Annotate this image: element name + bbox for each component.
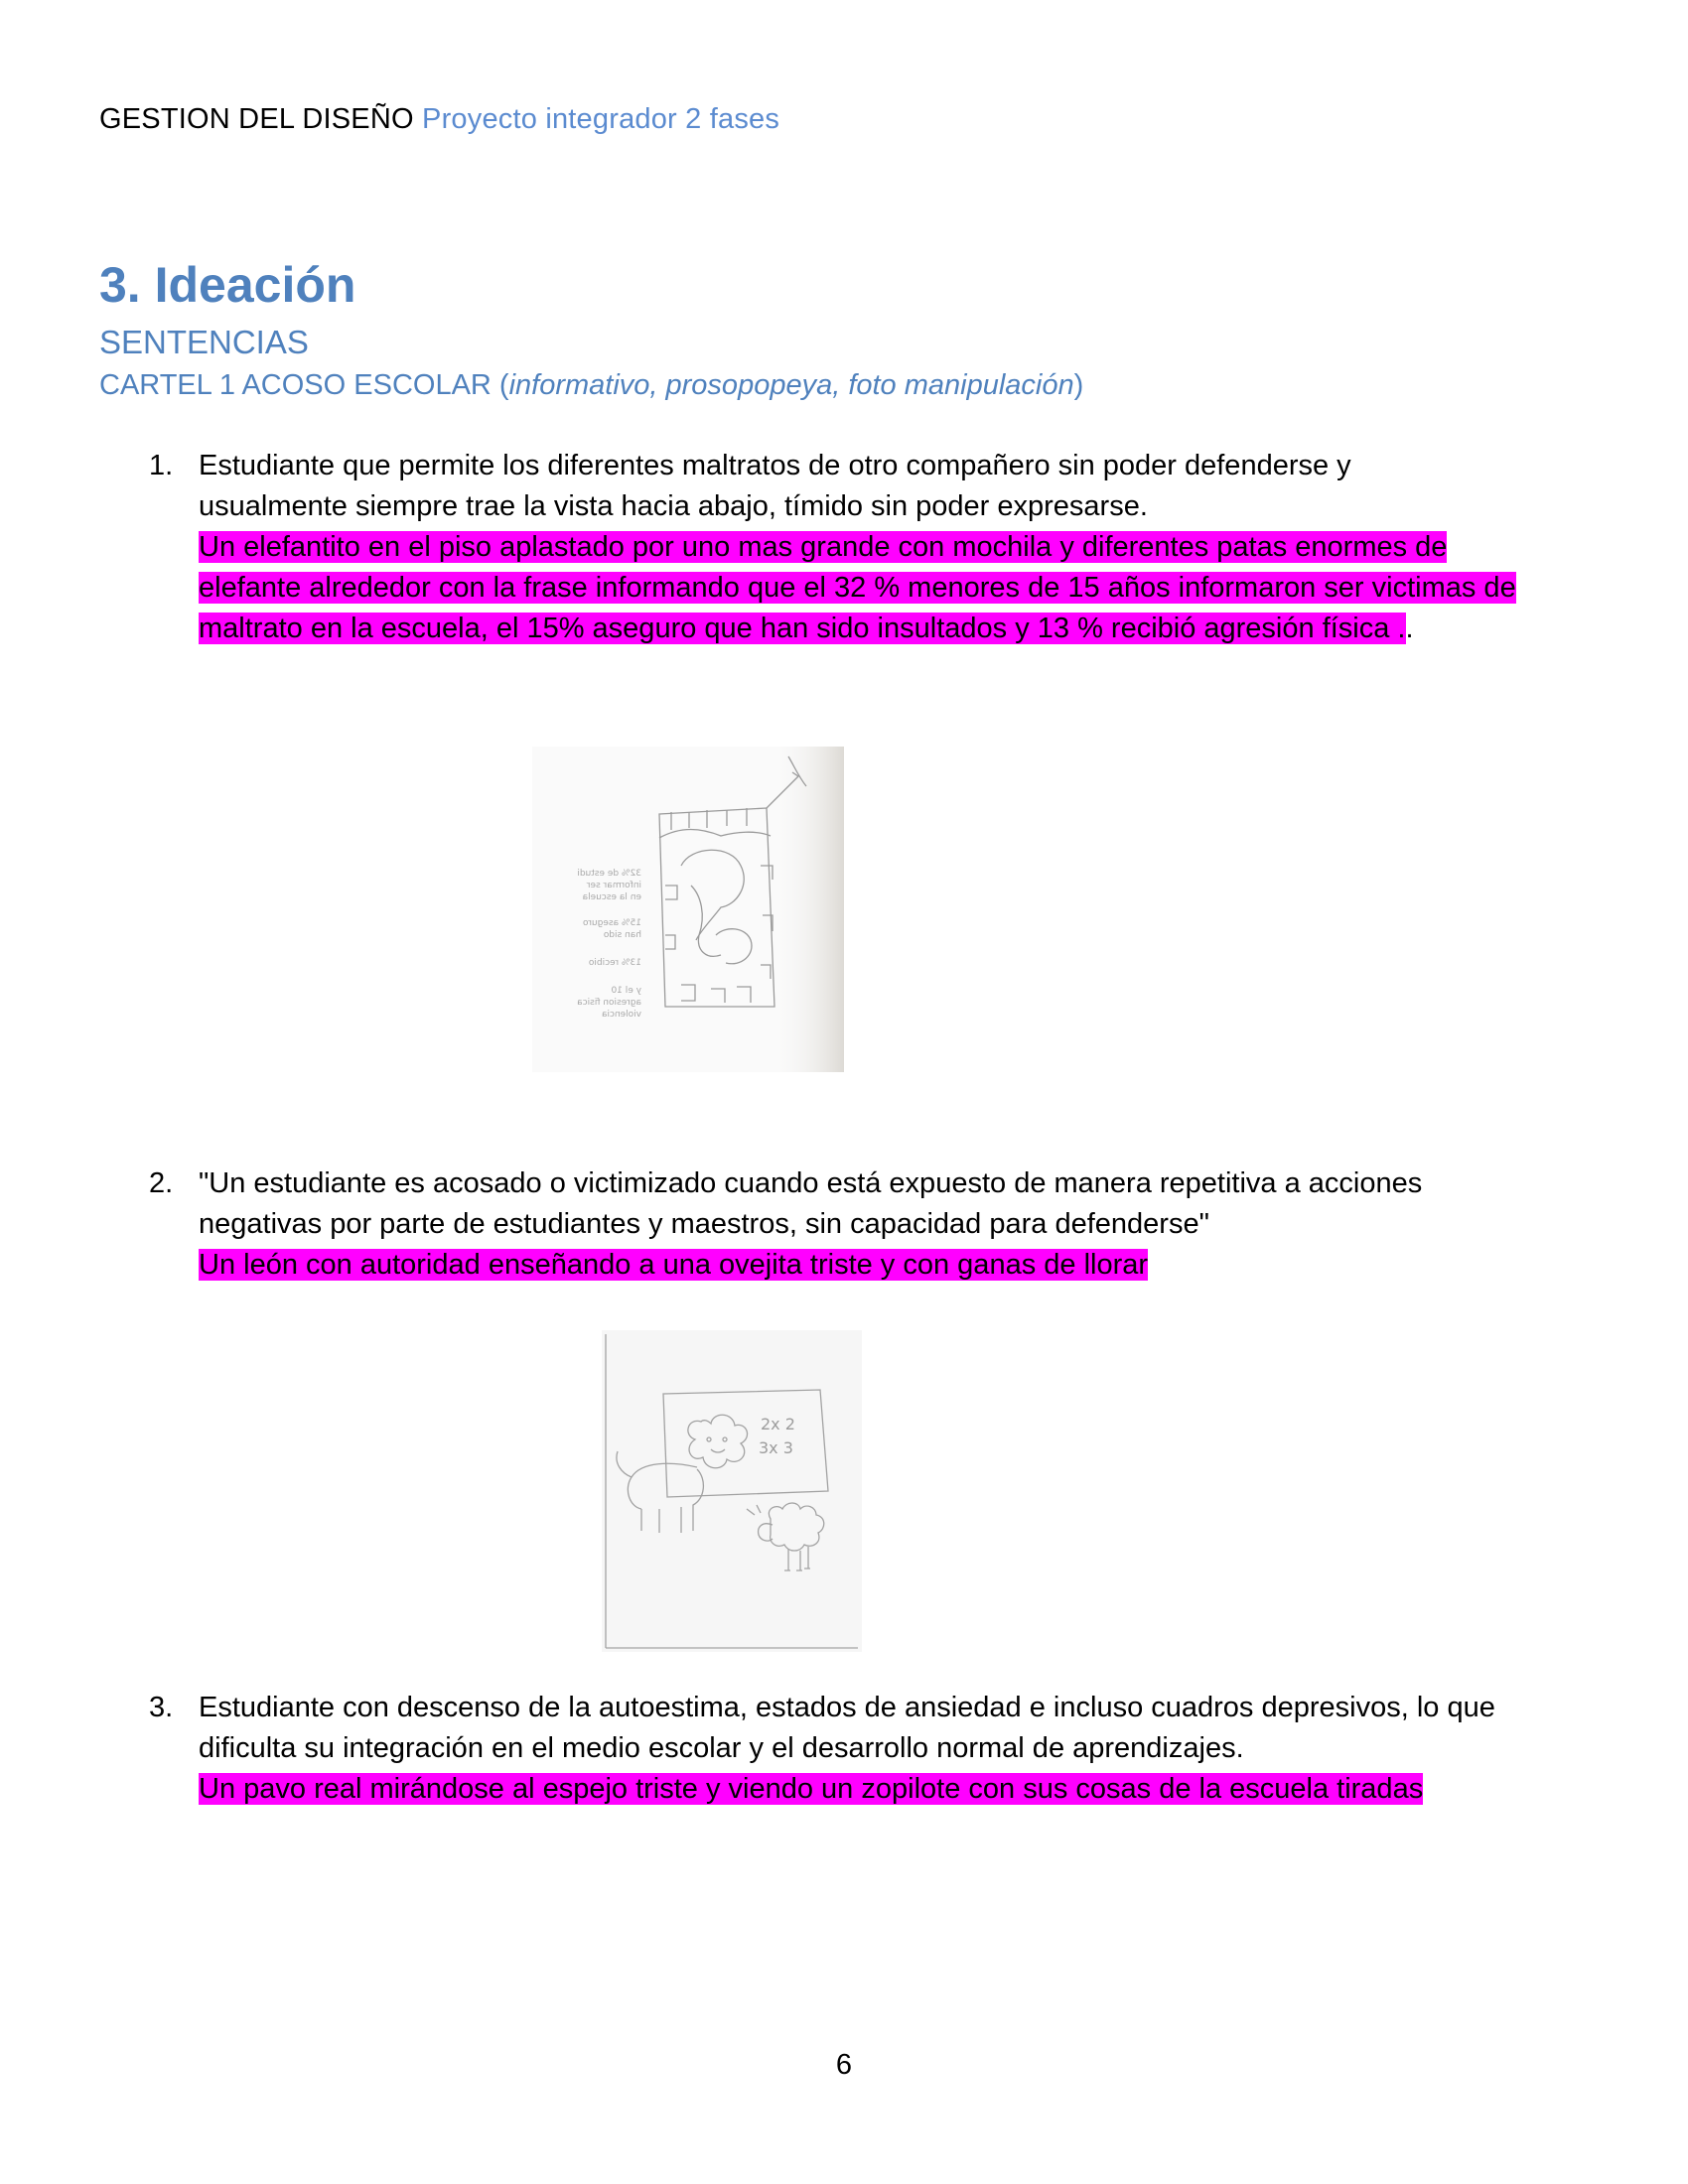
svg-text:han sido: han sido bbox=[603, 930, 641, 940]
svg-text:informar ser: informar ser bbox=[586, 881, 641, 890]
item-number: 3. bbox=[149, 1692, 174, 1723]
svg-text:15% aseguro: 15% aseguro bbox=[582, 918, 641, 928]
item-text: negativas por parte de estudiantes y maestros, sin capacidad para defenderse" bbox=[199, 1208, 1209, 1240]
item-text: Estudiante con descenso de la autoestima, estados de ansiedad e incluso cuadros depresivos, lo que bbox=[199, 1692, 1495, 1723]
page-header bbox=[99, 103, 779, 136]
board-text: 2x 2 bbox=[761, 1415, 795, 1433]
item-number: 1. bbox=[149, 450, 174, 481]
item-text: dificulta su integración en el medio escolar y el desarrollo normal de aprendizajes. bbox=[199, 1732, 1244, 1764]
board-text: 3x 3 bbox=[759, 1438, 793, 1457]
highlighted-idea: Un pavo real mirándose al espejo triste y viendo un zopilote con sus cosas de la escuela tiradas bbox=[199, 1773, 1424, 1805]
lion-sheep-sketch-image bbox=[602, 1330, 862, 1652]
highlighted-idea: elefante alrededor con la frase informando que el 32 % menores de 15 años informaron ser victimas de bbox=[199, 572, 1516, 604]
svg-text:agresion fisica: agresion fisica bbox=[577, 998, 641, 1008]
poster-heading: CARTEL 1 ACOSO ESCOLAR (informativo, prosopopeya, foto manipulación) bbox=[99, 369, 1084, 401]
item-text: usualmente siempre trae la vista hacia abajo, tímido sin poder expresarse. bbox=[199, 490, 1148, 522]
page-number: 6 bbox=[835, 2049, 853, 2081]
section-subtitle: SENTENCIAS bbox=[99, 324, 309, 360]
course-name: GESTION DEL DISEÑO bbox=[99, 103, 414, 135]
highlighted-idea: maltrato en la escuela, el 15% aseguro que han sido insultados y 13 % recibió agresión física . bbox=[199, 613, 1406, 644]
poster-techniques: informativo, prosopopeya, foto manipulación bbox=[508, 369, 1074, 401]
svg-text:y el 10: y el 10 bbox=[611, 986, 641, 996]
highlighted-idea: Un elefantito en el piso aplastado por uno mas grande con mochila y diferentes patas enormes de bbox=[199, 531, 1448, 563]
svg-text:violencia: violencia bbox=[601, 1010, 641, 1020]
document-page: GESTION DEL DISEÑO Proyecto integrador 2 fases 3. Ideación SENTENCIAS CARTEL 1 ACOSO ESCOLAR (informativo, prosopopeya, foto manipulación) 1. Estudiante que permite los diferentes maltratos de otro compañero sin poder defenderse y usualmente siempre trae la vista hacia abajo, tímido sin poder expresarse. Un elefantito en el piso aplastado por uno mas grande con mochila y diferentes patas enormes de elefante alrededor con la frase informando que el 32 % menores de 15 años informaron ser victimas de maltrato en la escuela, el 15% aseguro que han sido insultados y 13 % recibió agresión física .. 32% de estudi informar ser en la escuela 15% aseguro han sido 13% recibio y el 10 agresion fisica violencia 2. "Un estudiante es acosado o victimizado cuando está expuesto de manera repetitiva a acciones negativas por parte de estudiantes y maestros, sin capacidad para defenderse" Un león con autoridad enseñando a una ovejita triste y con ganas de llorar 2x 2 3x 3 3. Estudiante con descenso de la autoestima, estados de ansiedad e incluso cuadros depresivos, lo que dificulta su integración en el medio escolar y el desarrollo normal de aprendizajes. Un pavo real mirándose al espejo triste y viendo un zopilote con sus cosas de la escuela tiradas 6 bbox=[0, 0, 1688, 2184]
project-name: Proyecto integrador 2 fases bbox=[422, 103, 780, 135]
item-number: 2. bbox=[149, 1167, 174, 1199]
item-text: "Un estudiante es acosado o victimizado cuando está expuesto de manera repetitiva a acciones bbox=[199, 1167, 1423, 1199]
svg-text:13% recibio: 13% recibio bbox=[588, 958, 641, 968]
highlighted-idea: Un león con autoridad enseñando a una ovejita triste y con ganas de llorar bbox=[199, 1249, 1149, 1281]
svg-text:32% de estudi: 32% de estudi bbox=[577, 869, 641, 879]
svg-text:en la escuela: en la escuela bbox=[582, 892, 641, 902]
elephant-sketch-image bbox=[532, 747, 844, 1072]
item-text: Estudiante que permite los diferentes maltratos de otro compañero sin poder defenderse y bbox=[199, 450, 1351, 481]
section-title: 3. Ideación bbox=[99, 257, 356, 313]
